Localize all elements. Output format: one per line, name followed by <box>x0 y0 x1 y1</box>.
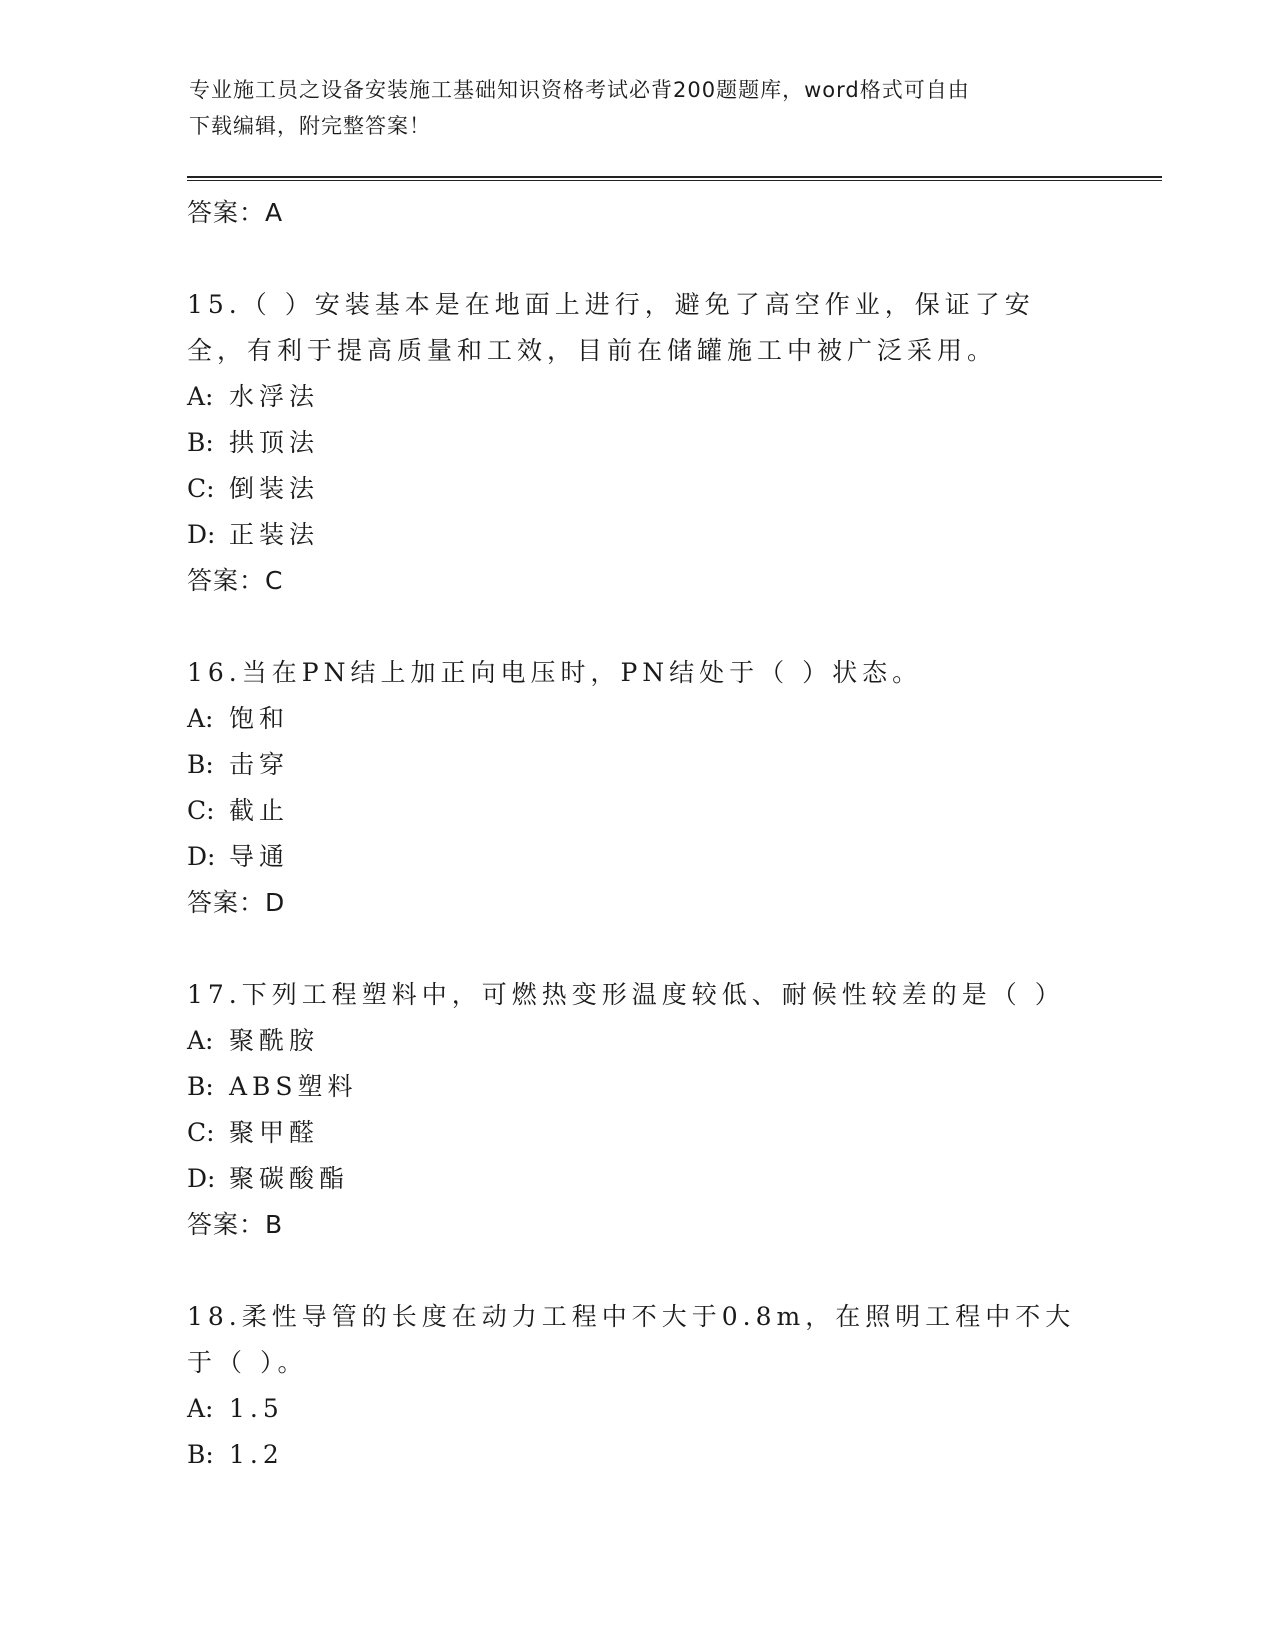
option-key: C: <box>187 1118 215 1147</box>
option-key: A: <box>187 1026 214 1055</box>
option-text: 正装法 <box>229 520 320 549</box>
option-c <box>187 1110 1087 1156</box>
question-text: 18.柔性导管的长度在动力工程中不大于0.8m，在照明工程中不大于（ ）。 <box>187 1302 1076 1377</box>
option-key: C: <box>187 796 215 825</box>
option-key: C: <box>187 474 215 503</box>
option-key: B: <box>187 1440 214 1469</box>
option-key: A: <box>187 382 214 411</box>
option-d <box>187 834 1087 880</box>
option-key: B: <box>187 1072 214 1101</box>
question-block <box>187 972 1087 1248</box>
option-text: 聚酰胺 <box>229 1026 320 1055</box>
question-text: 16.当在PN结上加正向电压时，PN结处于（ ）状态。 <box>187 658 923 687</box>
option-a <box>187 1386 1087 1432</box>
option-c <box>187 466 1087 512</box>
answer-line: 答案：B <box>187 1210 284 1239</box>
option-b <box>187 1432 1087 1478</box>
option-key: A: <box>187 1394 214 1423</box>
question-block <box>187 650 1087 926</box>
option-text: 拱顶法 <box>229 428 320 457</box>
answer-line: 答案：A <box>187 198 284 227</box>
option-text: 1.2 <box>229 1440 284 1469</box>
option-text: 击穿 <box>229 750 290 779</box>
option-text: 水浮法 <box>229 382 320 411</box>
spacer <box>187 604 1087 650</box>
option-text: 1.5 <box>229 1394 284 1423</box>
option-text: ABS塑料 <box>229 1072 358 1101</box>
answer-line: 答案：C <box>187 566 284 595</box>
option-key: B: <box>187 428 214 457</box>
option-text: 倒装法 <box>229 474 320 503</box>
option-b <box>187 742 1087 788</box>
option-a <box>187 1018 1087 1064</box>
spacer <box>187 236 1087 282</box>
option-text: 聚甲醛 <box>229 1118 320 1147</box>
question-text: 15.（ ）安装基本是在地面上进行，避免了高空作业，保证了安全，有利于提高质量和工效，目前在储罐施工中被广泛采用。 <box>187 290 1035 365</box>
spacer <box>187 926 1087 972</box>
option-key: B: <box>187 750 214 779</box>
option-key: D: <box>187 520 216 549</box>
header-divider <box>187 176 1162 181</box>
option-a <box>187 374 1087 420</box>
answer-line: 答案：D <box>187 888 286 917</box>
spacer <box>187 1248 1087 1294</box>
option-text: 饱和 <box>229 704 290 733</box>
header-title-line-2: 下载编辑，附完整答案！ <box>189 114 431 138</box>
option-key: D: <box>187 842 216 871</box>
option-d <box>187 512 1087 558</box>
option-d <box>187 1156 1087 1202</box>
header-title-line-1: 专业施工员之设备安装施工基础知识资格考试必背200题题库，word格式可自由 <box>189 78 970 102</box>
option-c <box>187 788 1087 834</box>
option-key: D: <box>187 1164 216 1193</box>
option-key: A: <box>187 704 214 733</box>
question-block <box>187 282 1087 604</box>
document-header <box>189 72 1089 144</box>
question-list <box>187 190 1087 1478</box>
question-text: 17.下列工程塑料中，可燃热变形温度较低、耐候性较差的是（ ） <box>187 980 1065 1009</box>
option-text: 截止 <box>229 796 290 825</box>
option-text: 聚碳酸酯 <box>229 1164 350 1193</box>
question-block <box>187 1294 1087 1478</box>
option-b <box>187 420 1087 466</box>
option-text: 导通 <box>229 842 290 871</box>
option-a <box>187 696 1087 742</box>
option-b <box>187 1064 1087 1110</box>
